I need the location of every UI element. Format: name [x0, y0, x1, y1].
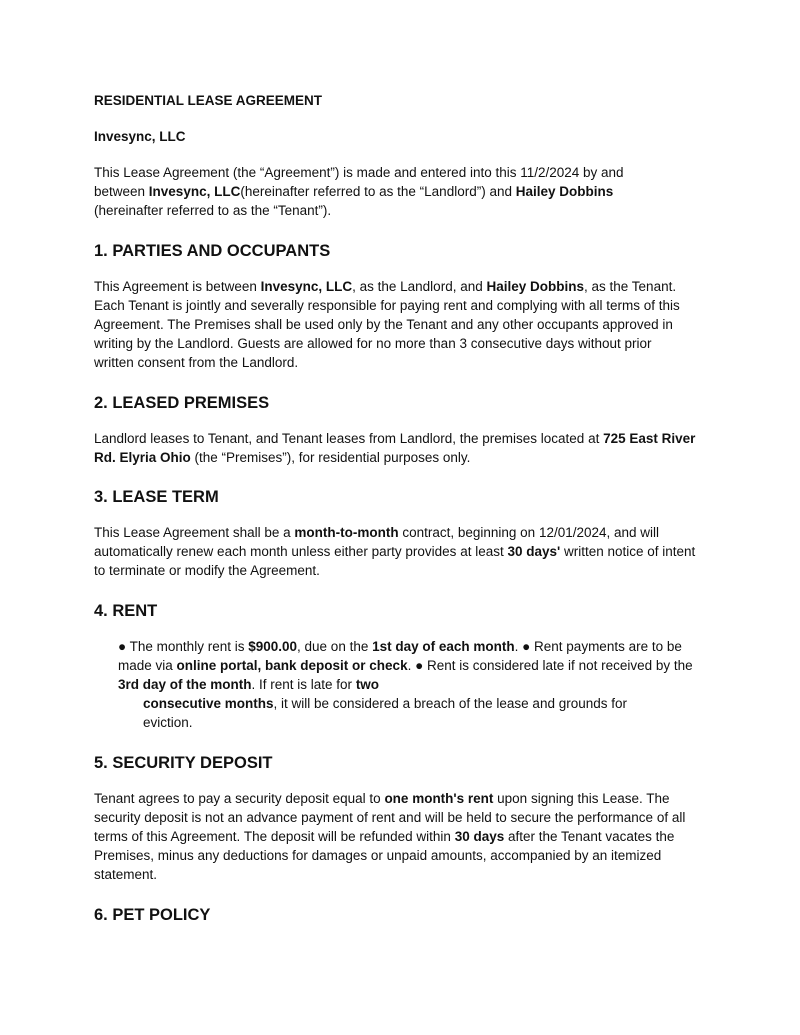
late-day: 3rd day of the month [118, 677, 252, 693]
premises-address: 725 East River Rd. Elyria Ohio [94, 430, 696, 465]
intro-landlord-name: Invesync, LLC [148, 184, 241, 200]
rent-text-1: ● The monthly rent is [118, 638, 249, 654]
intro-paragraph [94, 163, 669, 221]
notice-period: 30 days' [507, 544, 561, 560]
section-3-text-2: contract, beginning on 12/01/2024, and will automatically renew each month unless either party provides at least [94, 525, 660, 560]
section-5-text-2: upon signing this Lease. The security deposit is not an advance payment of rent and will be held to secure the performance of all terms of this Agreement. The deposit will be refunded within [94, 790, 686, 845]
refund-period: 30 days [454, 829, 505, 845]
section-5-paragraph [94, 789, 686, 885]
consecutive-months: consecutive months [143, 696, 274, 712]
section-3-heading: 3. LEASE TERM [94, 488, 219, 507]
section-1-text-2: , as the Landlord, and [352, 278, 487, 294]
rent-text-4: . ● Rent is considered late if not received by the [407, 657, 693, 673]
section-2-heading: 2. LEASED PREMISES [94, 393, 270, 412]
lease-document [94, 92, 714, 926]
late-two: two [355, 677, 380, 693]
section-2-paragraph [94, 429, 706, 467]
rent-text-5: . If rent is late for [251, 677, 356, 693]
company-name: Invesync, LLC [94, 129, 186, 144]
section-5-text-1: Tenant agrees to pay a security deposit equal to [94, 790, 385, 806]
intro-text-3: (hereinafter referred to as the “Tenant”). [94, 203, 332, 219]
document-title: RESIDENTIAL LEASE AGREEMENT [94, 93, 323, 108]
section-3-paragraph [94, 523, 699, 581]
section-1-landlord: Invesync, LLC [260, 278, 353, 294]
section-2-text-2: (the “Premises”), for residential purposes only. [190, 449, 471, 465]
rent-text-6: , it will be considered a breach of the lease and grounds for eviction. [143, 696, 627, 731]
section-3-text-3: written notice of intent to terminate or modify the Agreement. [94, 544, 696, 579]
section-6-heading: 6. PET POLICY [94, 905, 211, 924]
rent-bullets [118, 637, 710, 733]
payment-methods: online portal, bank deposit or check [176, 657, 408, 673]
section-1-heading: 1. PARTIES AND OCCUPANTS [94, 241, 331, 260]
section-5-heading: 5. SECURITY DEPOSIT [94, 753, 273, 772]
intro-text-2: (hereinafter referred to as the “Landlord”) and [240, 184, 516, 200]
deposit-amount: one month's rent [384, 790, 494, 806]
rent-due-day: 1st day of each month [372, 638, 515, 654]
section-5-text-3: after the Tenant vacates the Premises, minus any deductions for damages or unpaid amounts, accompanied by an itemized statement. [94, 829, 675, 883]
intro-text-1: This Lease Agreement (the “Agreement”) is made and entered into this 11/2/2024 by and between [94, 165, 624, 200]
section-1-text-3: , as the Tenant. Each Tenant is jointly and severally responsible for paying rent and complying with all terms of this Agreement. The Premises shall be used only by the Tenant and any other occupants approved in writing by the Landlord. Guests are allowed for no more than 3 consecutive days without prior written consent from the Landlord. [94, 278, 680, 371]
section-2-text-1: Landlord leases to Tenant, and Tenant leases from Landlord, the premises located at [94, 430, 604, 446]
section-1-tenant: Hailey Dobbins [486, 278, 585, 294]
rent-text-3: . ● Rent payments are to be made via [118, 638, 682, 673]
rent-amount: $900.00 [248, 638, 298, 654]
rent-indented-line [118, 694, 673, 732]
section-4-heading: 4. RENT [94, 601, 158, 620]
rent-text-2: , due on the [297, 638, 373, 654]
section-3-text-1: This Lease Agreement shall be a [94, 525, 295, 541]
section-1-paragraph [94, 277, 694, 373]
intro-tenant-name: Hailey Dobbins [515, 184, 614, 200]
lease-term-type: month-to-month [294, 525, 399, 541]
section-1-text-1: This Agreement is between [94, 278, 261, 294]
